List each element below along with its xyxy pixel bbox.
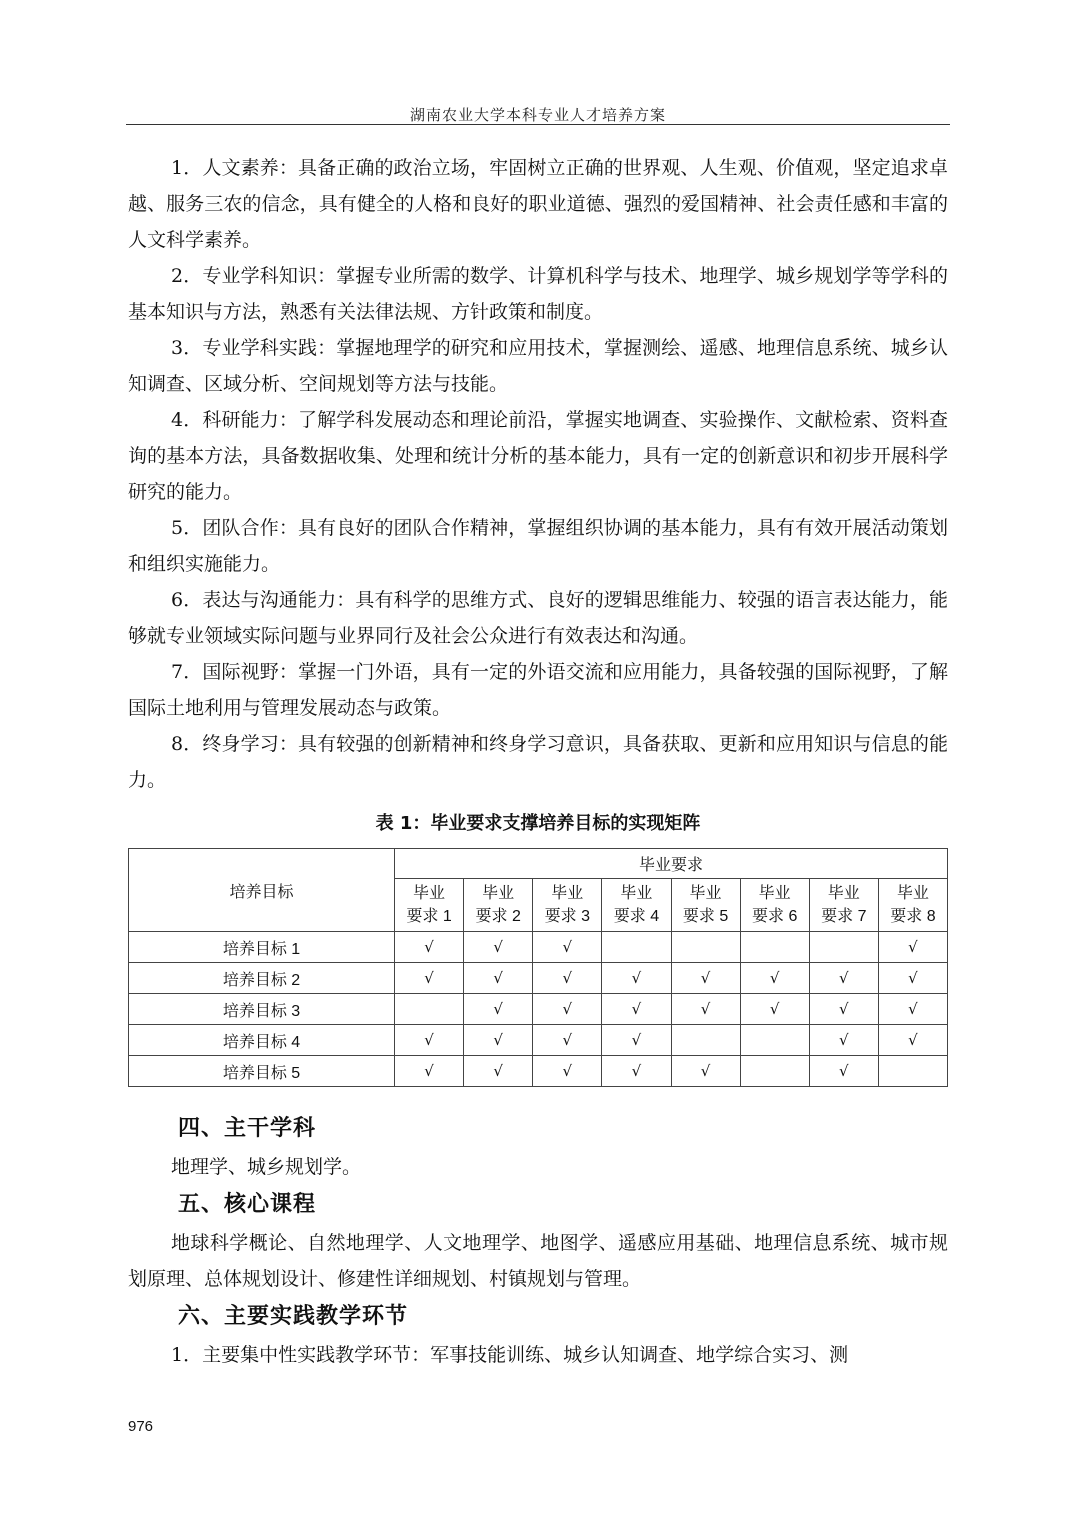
requirements-matrix-table	[128, 848, 948, 1087]
requirement-paragraph-8: 8．终身学习：具有较强的创新精神和终身学习意识，具备获取、更新和应用知识与信息的能力。	[128, 733, 948, 791]
page-number: 976	[128, 1418, 154, 1435]
matrix-cell	[809, 932, 878, 963]
matrix-cell: √	[533, 1056, 602, 1087]
matrix-cell: √	[395, 1025, 464, 1056]
matrix-cell	[740, 932, 809, 963]
row-label: 培养目标 4	[129, 1025, 395, 1056]
row-label: 培养目标 3	[129, 994, 395, 1025]
row-label: 培养目标 1	[129, 932, 395, 963]
requirement-paragraph-6: 6．表达与沟通能力：具有科学的思维方式、良好的逻辑思维能力、较强的语言表达能力，能够就专业领域实际问题与业界同行及社会公众进行有效表达和沟通。	[128, 589, 948, 647]
table-caption: 表 1：毕业要求支撑培养目标的实现矩阵	[375, 813, 701, 834]
matrix-cell	[395, 994, 464, 1025]
matrix-cell: √	[740, 963, 809, 994]
document-body	[128, 150, 948, 1373]
matrix-cell: √	[464, 1056, 533, 1087]
column-header: 毕业 要求 1	[395, 879, 464, 932]
matrix-cell	[740, 1056, 809, 1087]
requirement-paragraph-5: 5．团队合作：具有良好的团队合作精神，掌握组织协调的基本能力，具有有效开展活动策划和组织实施能力。	[128, 517, 948, 575]
matrix-cell: √	[809, 963, 878, 994]
page-header: 湖南农业大学本科专业人才培养方案	[409, 106, 666, 124]
group-header: 毕业要求	[395, 849, 948, 879]
matrix-cell: √	[395, 963, 464, 994]
column-header: 毕业 要求 6	[740, 879, 809, 932]
requirement-paragraph-2: 2．专业学科知识：掌握专业所需的数学、计算机科学与技术、地理学、城乡规划学等学科的基本知识与方法，熟悉有关法律法规、方针政策和制度。	[128, 265, 948, 323]
main-disciplines-text: 地理学、城乡规划学。	[171, 1156, 362, 1178]
row-label: 培养目标 5	[129, 1056, 395, 1087]
matrix-cell: √	[671, 963, 740, 994]
matrix-cell: √	[602, 994, 671, 1025]
matrix-cell: √	[809, 994, 878, 1025]
table-row	[129, 963, 948, 994]
matrix-cell: √	[464, 1025, 533, 1056]
matrix-cell: √	[602, 1056, 671, 1087]
matrix-cell: √	[395, 932, 464, 963]
matrix-cell: √	[533, 1025, 602, 1056]
matrix-cell	[671, 1025, 740, 1056]
table-row	[129, 932, 948, 963]
matrix-cell: √	[602, 1025, 671, 1056]
matrix-cell: √	[878, 994, 947, 1025]
matrix-cell: √	[533, 963, 602, 994]
matrix-cell: √	[878, 963, 947, 994]
column-header: 毕业 要求 4	[602, 879, 671, 932]
matrix-cell	[671, 932, 740, 963]
requirement-paragraph-3: 3．专业学科实践：掌握地理学的研究和应用技术，掌握测绘、遥感、地理信息系统、城乡认知调查、区域分析、空间规划等方法与技能。	[128, 337, 948, 395]
matrix-cell: √	[464, 963, 533, 994]
table-row	[129, 994, 948, 1025]
table-row	[129, 1025, 948, 1056]
matrix-cell: √	[671, 994, 740, 1025]
matrix-cell	[740, 1025, 809, 1056]
matrix-cell: √	[809, 1056, 878, 1087]
requirement-paragraph-1: 1．人文素养：具备正确的政治立场，牢固树立正确的世界观、人生观、价值观，坚定追求卓越、服务三农的信念，具有健全的人格和良好的职业道德、强烈的爱国精神、社会责任感和丰富的人文科学素养。	[128, 157, 948, 251]
section-heading-main-disciplines: 四、主干学科	[178, 1116, 317, 1141]
table-row	[129, 1056, 948, 1087]
column-header: 毕业 要求 2	[464, 879, 533, 932]
row-label: 培养目标 2	[129, 963, 395, 994]
matrix-cell: √	[533, 994, 602, 1025]
header-divider	[126, 124, 950, 125]
matrix-cell: √	[878, 932, 947, 963]
section-heading-practice: 六、主要实践教学环节	[178, 1304, 409, 1329]
column-header: 毕业 要求 7	[809, 879, 878, 932]
column-header: 毕业 要求 8	[878, 879, 947, 932]
column-header: 毕业 要求 3	[533, 879, 602, 932]
practice-text: 1．主要集中性实践教学环节：军事技能训练、城乡认知调查、地学综合实习、测	[171, 1344, 849, 1366]
corner-header: 培养目标	[129, 849, 395, 932]
matrix-cell: √	[464, 932, 533, 963]
matrix-cell: √	[533, 932, 602, 963]
matrix-cell: √	[395, 1056, 464, 1087]
matrix-cell: √	[878, 1025, 947, 1056]
matrix-cell: √	[740, 994, 809, 1025]
requirement-paragraph-4: 4．科研能力：了解学科发展动态和理论前沿，掌握实地调查、实验操作、文献检索、资料查询的基本方法，具备数据收集、处理和统计分析的基本能力，具有一定的创新意识和初步开展科学研究的能力。	[128, 409, 948, 503]
matrix-cell: √	[464, 994, 533, 1025]
matrix-cell	[602, 932, 671, 963]
core-courses-text: 地球科学概论、自然地理学、人文地理学、地图学、遥感应用基础、地理信息系统、城市规划原理、总体规划设计、修建性详细规划、村镇规划与管理。	[128, 1232, 948, 1290]
matrix-cell	[878, 1056, 947, 1087]
matrix-cell: √	[602, 963, 671, 994]
column-header: 毕业 要求 5	[671, 879, 740, 932]
matrix-cell: √	[809, 1025, 878, 1056]
requirement-paragraph-7: 7．国际视野：掌握一门外语，具有一定的外语交流和应用能力，具备较强的国际视野，了解国际土地利用与管理发展动态与政策。	[128, 661, 948, 719]
matrix-cell: √	[671, 1056, 740, 1087]
section-heading-core-courses: 五、核心课程	[178, 1192, 317, 1217]
